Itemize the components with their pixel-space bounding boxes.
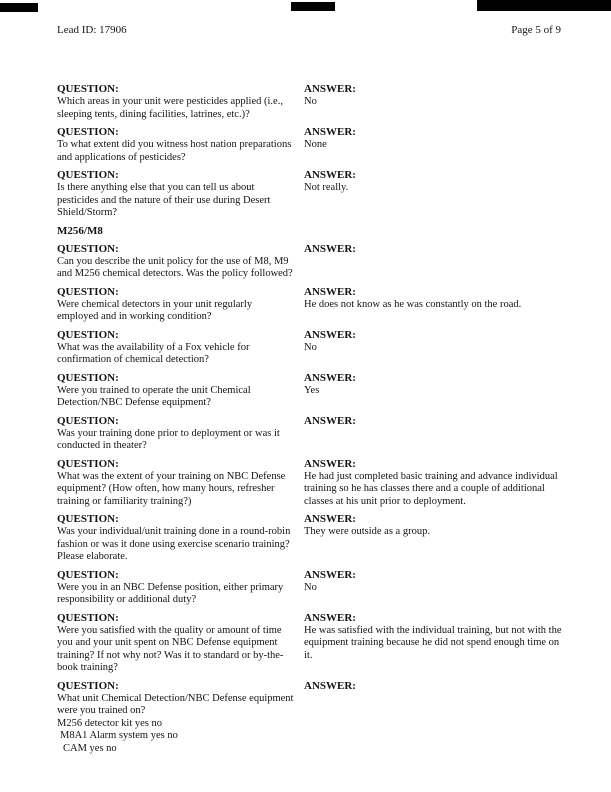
qa-block bbox=[57, 414, 569, 453]
page-number: Page 5 of 9 bbox=[511, 24, 561, 36]
question-column bbox=[57, 457, 304, 509]
question-label: QUESTION: bbox=[57, 679, 119, 692]
question-label: QUESTION: bbox=[57, 568, 119, 581]
answer-label: ANSWER: bbox=[304, 513, 356, 525]
question-column bbox=[57, 371, 304, 410]
answer-column bbox=[304, 371, 569, 410]
question-label: QUESTION: bbox=[57, 414, 119, 427]
qa-block bbox=[57, 512, 569, 564]
answer-label: ANSWER: bbox=[304, 242, 356, 255]
answer-column bbox=[304, 611, 569, 675]
answer-column bbox=[304, 679, 569, 756]
redaction-bar-right bbox=[477, 0, 611, 11]
question-text: Were chemical detectors in your unit regularly employed and in working condition? bbox=[57, 298, 253, 322]
answer-text: No bbox=[304, 581, 317, 593]
qa-block bbox=[57, 328, 569, 367]
question-text: Were you in an NBC Defense position, either primary responsibility or additional duty? bbox=[57, 581, 284, 605]
question-text: To what extent did you witness host nation preparations and applications of pesticides? bbox=[57, 139, 292, 163]
qa-block bbox=[57, 125, 569, 164]
answer-column bbox=[304, 457, 569, 509]
question-column bbox=[57, 328, 304, 367]
question-text: Was your training done prior to deployment or was it conducted in theater? bbox=[57, 427, 280, 451]
answer-text: Yes bbox=[304, 384, 320, 396]
question-text: Was your individual/unit training done in a round-robin fashion or was it done using exercise scenario training? Please elaborate. bbox=[57, 526, 291, 562]
answer-label: ANSWER: bbox=[304, 371, 356, 384]
question-text: Which areas in your unit were pesticides applied (i.e., sleeping tents, dining facilities, latrines, etc.)? bbox=[57, 96, 283, 120]
answer-column bbox=[304, 285, 569, 324]
answer-label: ANSWER: bbox=[304, 414, 356, 427]
question-text: Can you describe the unit policy for the use of M8, M9 and M256 chemical detectors. Was the policy followed? bbox=[57, 255, 293, 279]
redaction-bar-center bbox=[291, 2, 335, 11]
qa-block bbox=[57, 611, 569, 675]
question-text: Were you satisfied with the quality or amount of time you and your unit spent on NBC Defense equipment training? If not why not? Was it to standard or by-the-book training? bbox=[57, 624, 284, 673]
question-column bbox=[57, 568, 304, 607]
answer-text: None bbox=[304, 139, 327, 150]
question-column bbox=[57, 414, 304, 453]
lead-id: Lead ID: 17906 bbox=[57, 24, 127, 36]
question-column bbox=[57, 125, 304, 164]
answer-label: ANSWER: bbox=[304, 328, 356, 341]
question-label: QUESTION: bbox=[57, 126, 119, 138]
answer-column bbox=[304, 328, 569, 367]
question-text: What unit Chemical Detection/NBC Defense equipment were you trained on? bbox=[57, 692, 294, 716]
question-text: Is there anything else that you can tell us about pesticides and the nature of their use during Desert Shield/Storm? bbox=[57, 182, 271, 218]
qa-block bbox=[57, 242, 569, 281]
answer-column bbox=[304, 82, 569, 121]
answer-column bbox=[304, 242, 569, 281]
answer-text: Not really. bbox=[304, 182, 349, 193]
answer-column bbox=[304, 414, 569, 453]
qa-list bbox=[57, 82, 569, 759]
question-subline: CAM yes no bbox=[63, 742, 117, 754]
answer-column bbox=[304, 168, 569, 220]
question-subline: M8A1 Alarm system yes no bbox=[60, 730, 178, 741]
question-subline: M256 detector kit yes no bbox=[57, 717, 162, 729]
question-label: QUESTION: bbox=[57, 371, 119, 384]
answer-column bbox=[304, 512, 569, 564]
qa-block bbox=[57, 371, 569, 410]
answer-column bbox=[304, 568, 569, 607]
answer-text: No bbox=[304, 96, 317, 107]
question-label: QUESTION: bbox=[57, 611, 119, 624]
answer-label: ANSWER: bbox=[304, 285, 356, 298]
question-column bbox=[57, 242, 304, 281]
qa-block bbox=[57, 457, 569, 509]
question-text: What was the availability of a Fox vehicle for confirmation of chemical detection? bbox=[57, 341, 250, 365]
answer-label: ANSWER: bbox=[304, 83, 356, 95]
question-text: Were you trained to operate the unit Chemical Detection/NBC Defense equipment? bbox=[57, 384, 251, 408]
answer-text: He had just completed basic training and advance individual training so he has classes there and a couple of additional classes at his unit prior to deployment. bbox=[304, 470, 558, 507]
question-column bbox=[57, 679, 304, 756]
section-heading: M256/M8 bbox=[57, 224, 103, 237]
answer-text: They were outside as a group. bbox=[304, 526, 430, 537]
answer-label: ANSWER: bbox=[304, 679, 356, 692]
qa-block bbox=[57, 168, 569, 220]
answer-label: ANSWER: bbox=[304, 568, 356, 581]
redaction-bar-left bbox=[0, 3, 38, 12]
answer-label: ANSWER: bbox=[304, 457, 356, 470]
qa-block bbox=[57, 82, 569, 121]
question-label: QUESTION: bbox=[57, 83, 119, 95]
answer-label: ANSWER: bbox=[304, 611, 356, 624]
question-column bbox=[57, 512, 304, 564]
question-label: QUESTION: bbox=[57, 285, 119, 298]
question-label: QUESTION: bbox=[57, 169, 119, 181]
question-label: QUESTION: bbox=[57, 513, 119, 525]
question-column bbox=[57, 82, 304, 121]
question-label: QUESTION: bbox=[57, 328, 119, 341]
question-column bbox=[57, 611, 304, 675]
answer-label: ANSWER: bbox=[304, 169, 356, 181]
page-header bbox=[57, 24, 561, 36]
question-column bbox=[57, 168, 304, 220]
qa-block bbox=[57, 679, 569, 756]
question-text: What was the extent of your training on NBC Defense equipment? (How often, how many hours, refresher training or familiarity training?) bbox=[57, 470, 286, 507]
answer-label: ANSWER: bbox=[304, 126, 356, 138]
question-label: QUESTION: bbox=[57, 242, 119, 255]
qa-block bbox=[57, 568, 569, 607]
question-label: QUESTION: bbox=[57, 457, 119, 470]
question-column bbox=[57, 285, 304, 324]
answer-text: He was satisfied with the individual training, but not with the equipment training because he did not spend enough time on it. bbox=[304, 624, 562, 661]
answer-text: He does not know as he was constantly on the road. bbox=[304, 298, 522, 310]
answer-column bbox=[304, 125, 569, 164]
qa-block bbox=[57, 285, 569, 324]
answer-text: No bbox=[304, 341, 317, 353]
